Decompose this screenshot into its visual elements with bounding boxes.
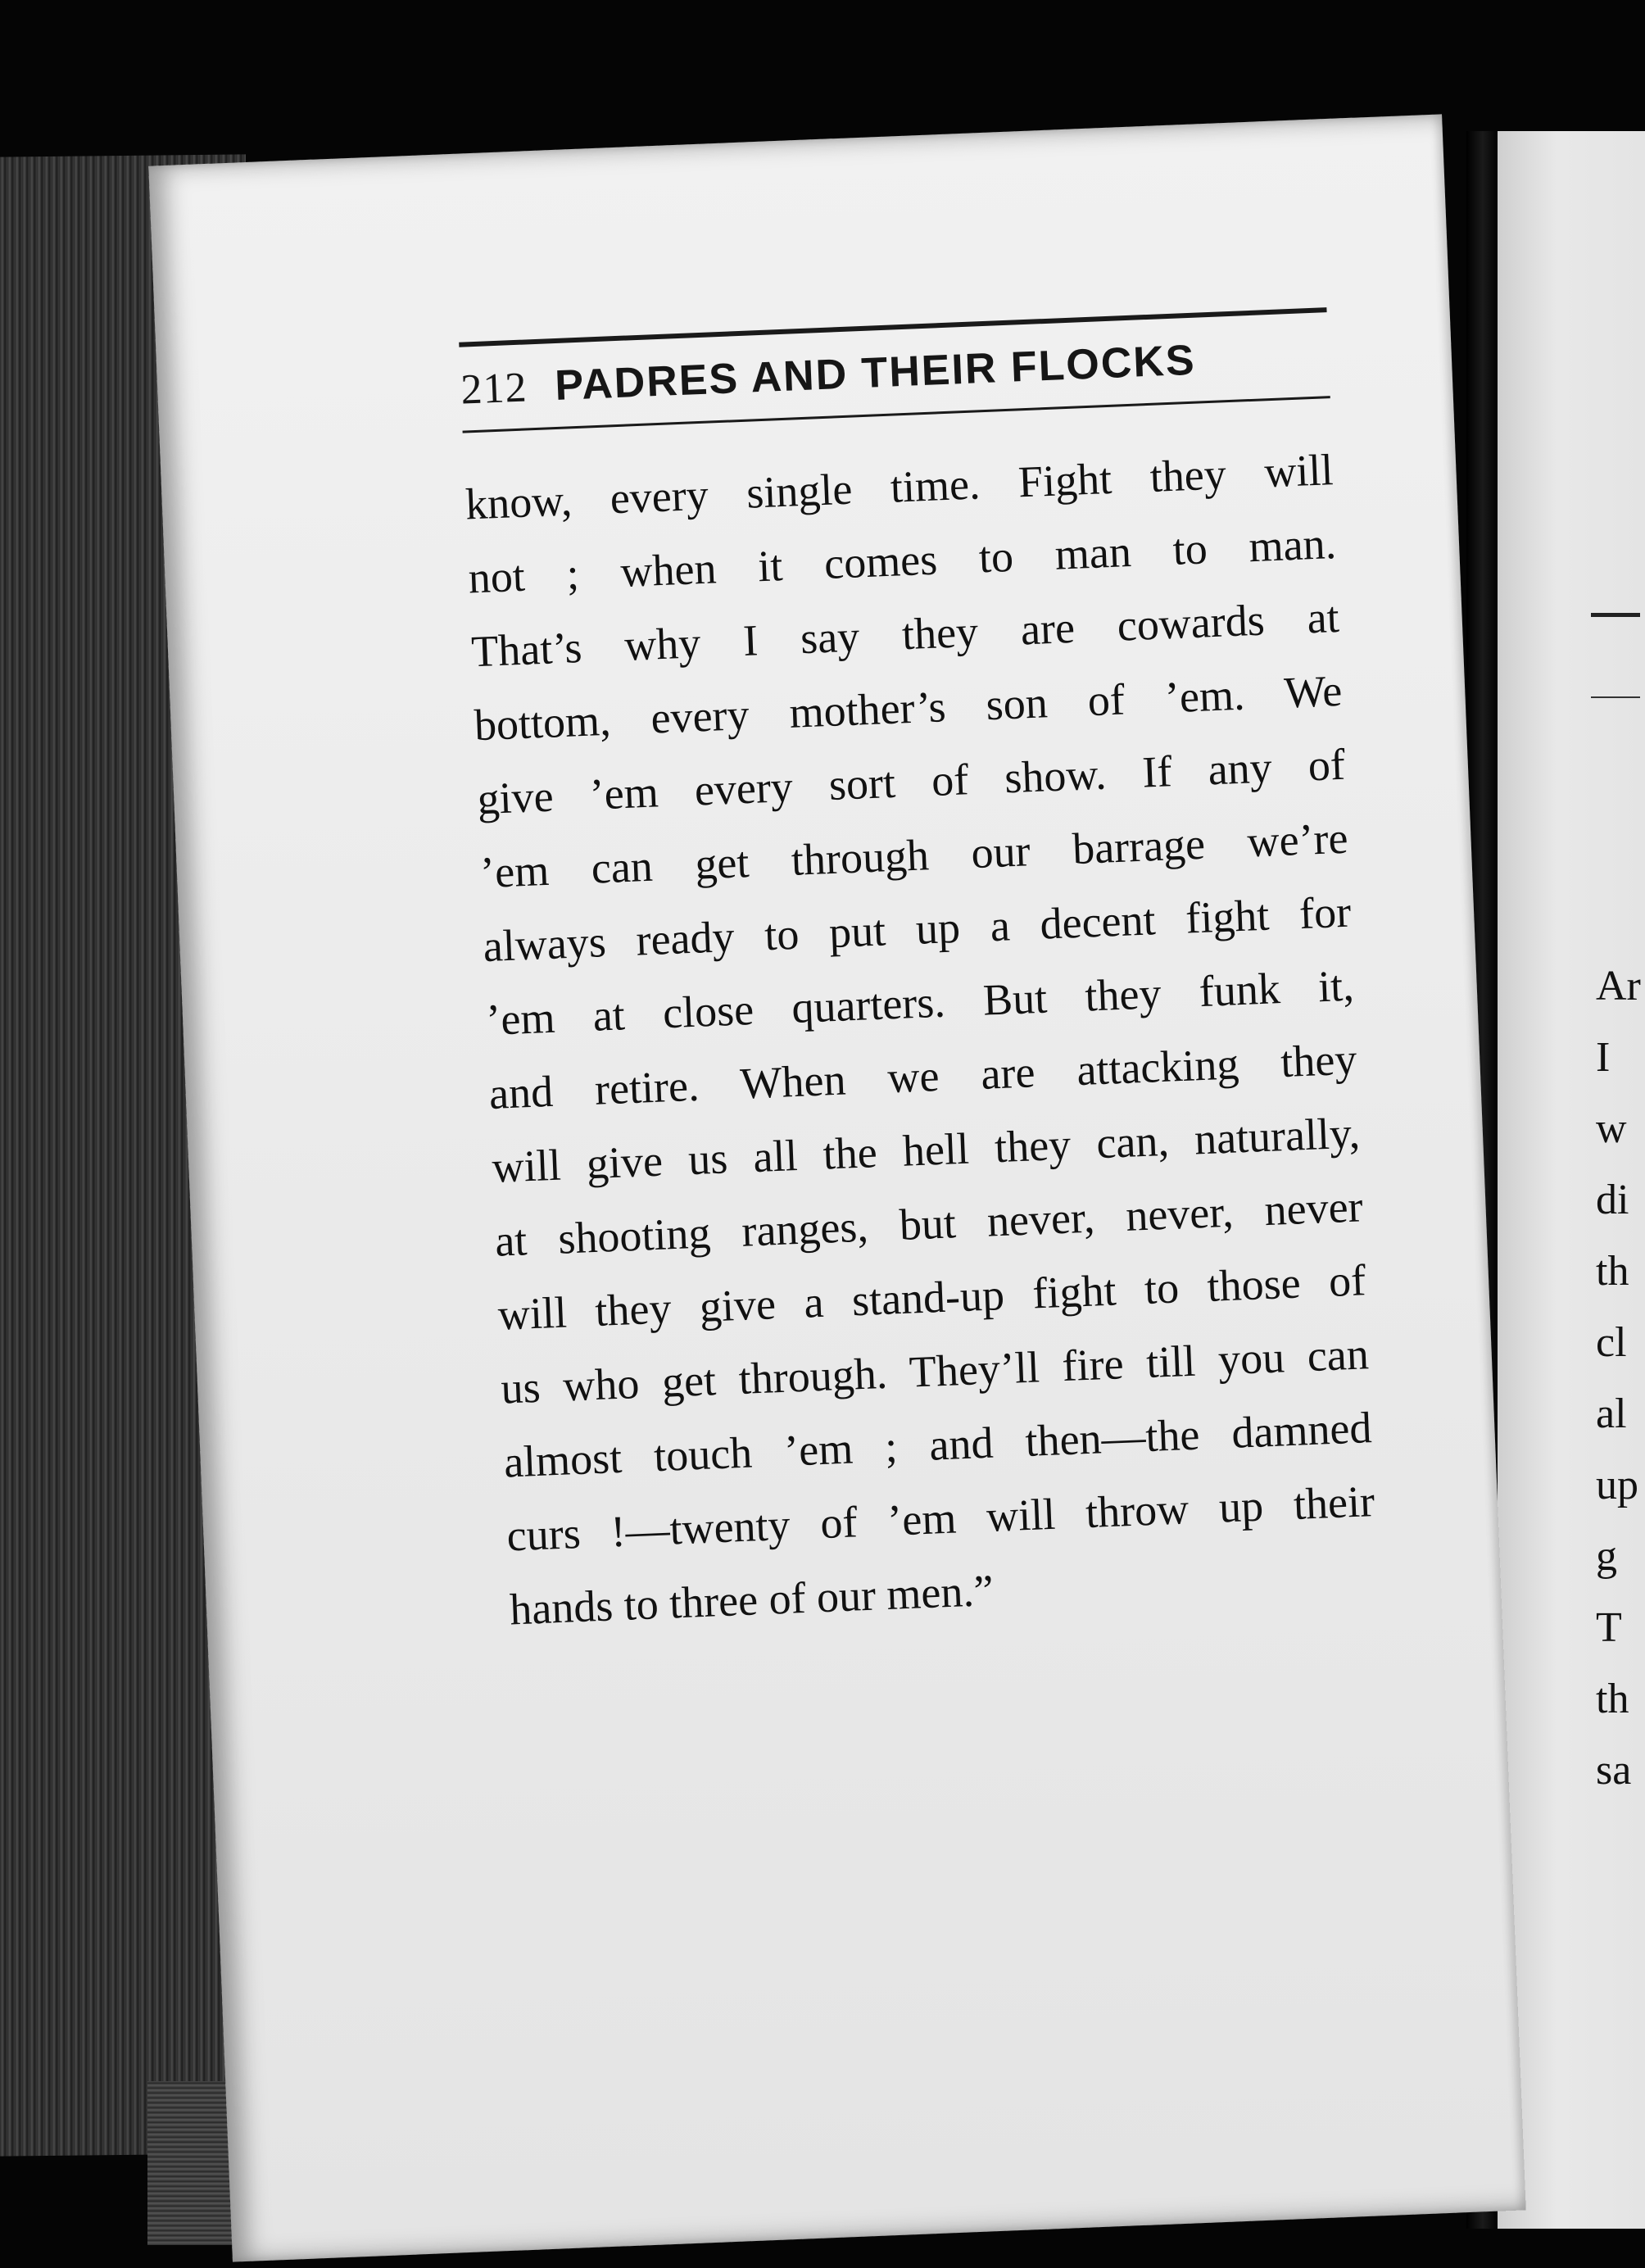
facing-fragment: g	[1596, 1533, 1617, 1580]
text-line: us who get through. They’ll fire till you can	[500, 1329, 1370, 1413]
text-line: ’em at close quarters. But they funk it,	[485, 960, 1355, 1046]
facing-fragment: w	[1596, 1105, 1627, 1152]
text-line: always ready to put up a decent fight for	[482, 887, 1353, 972]
text-line: ’em can get through our barrage we’re	[479, 813, 1349, 898]
text-line: and retire. When we are attacking they	[487, 1034, 1358, 1118]
facing-fragment: cl	[1596, 1319, 1627, 1366]
facing-fragment: up	[1596, 1462, 1638, 1508]
text-line: know, every single time. Fight they will	[464, 445, 1335, 529]
text-line: not ; when it comes to man to man.	[467, 518, 1338, 603]
facing-fragment: Ar	[1596, 963, 1641, 1009]
page-number: 212	[460, 364, 528, 414]
text-line: curs !—twenty of ’em will throw up their	[505, 1476, 1376, 1561]
facing-page-text-fragments	[1596, 950, 1641, 1806]
text-line: will they give a stand-up fight to those of	[496, 1255, 1367, 1340]
facing-fragment: I	[1596, 1034, 1611, 1081]
text-line: hands to three of our men.”	[509, 1565, 995, 1635]
text-line: That’s why I say they are cowards at	[470, 592, 1340, 677]
text-line: will give us all the hell they can, naturally,	[491, 1108, 1362, 1192]
text-line: give ’em every sort of show. If any of	[476, 739, 1346, 824]
running-title: PADRES AND THEIR FLOCKS	[554, 336, 1197, 411]
book-page	[148, 114, 1525, 2261]
text-line: almost touch ’em ; and then—the damned	[502, 1403, 1373, 1487]
text-line: at shooting ranges, but never, never, never	[494, 1182, 1364, 1266]
facing-fragment: di	[1596, 1177, 1629, 1223]
facing-page-rule-bottom	[1591, 696, 1640, 698]
facing-fragment: T	[1596, 1604, 1622, 1651]
facing-fragment: sa	[1596, 1747, 1632, 1794]
page-content	[459, 307, 1379, 1646]
facing-fragment: th	[1596, 1676, 1629, 1722]
body-paragraph	[464, 433, 1379, 1646]
facing-fragment: th	[1596, 1248, 1629, 1295]
facing-page-rule-top	[1591, 613, 1640, 617]
facing-fragment: al	[1596, 1390, 1627, 1437]
text-line: bottom, every mother’s son of ’em. We	[473, 665, 1344, 751]
